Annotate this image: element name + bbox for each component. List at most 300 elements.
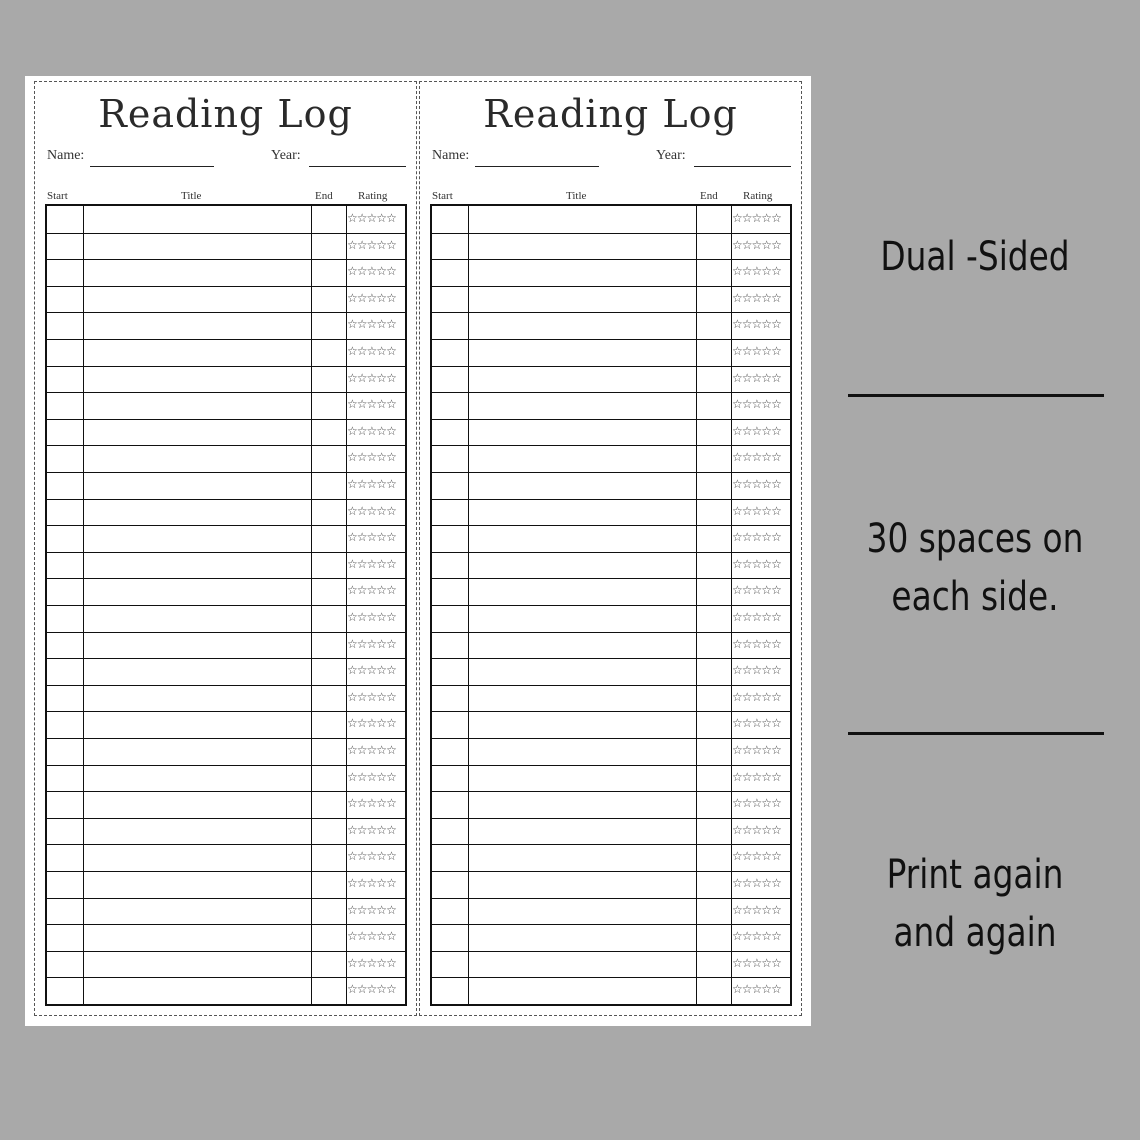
star-outline-icon[interactable]: ☆ [347,264,357,279]
star-outline-icon[interactable]: ☆ [347,982,357,997]
star-outline-icon[interactable]: ☆ [356,769,367,784]
star-outline-icon[interactable]: ☆ [366,955,377,970]
star-outline-icon[interactable]: ☆ [386,423,396,438]
star-outline-icon[interactable]: ☆ [366,982,377,997]
star-outline-icon[interactable]: ☆ [386,583,396,598]
star-outline-icon[interactable]: ☆ [386,663,396,678]
rating-stars[interactable] [732,684,792,710]
star-outline-icon[interactable]: ☆ [732,530,742,545]
star-outline-icon[interactable]: ☆ [771,636,781,651]
star-outline-icon[interactable]: ☆ [386,556,396,571]
star-outline-icon[interactable]: ☆ [356,955,367,970]
star-outline-icon[interactable]: ☆ [732,876,742,890]
star-outline-icon[interactable]: ☆ [347,743,357,757]
star-outline-icon[interactable]: ☆ [386,902,396,917]
star-outline-icon[interactable]: ☆ [366,503,377,518]
star-outline-icon[interactable]: ☆ [761,503,772,518]
star-outline-icon[interactable]: ☆ [771,716,781,731]
star-outline-icon[interactable]: ☆ [741,530,752,545]
rating-stars[interactable] [347,577,407,603]
star-outline-icon[interactable]: ☆ [347,610,357,624]
star-outline-icon[interactable]: ☆ [347,583,357,598]
star-outline-icon[interactable]: ☆ [751,477,762,491]
star-outline-icon[interactable]: ☆ [771,849,781,864]
star-outline-icon[interactable]: ☆ [376,796,387,811]
star-outline-icon[interactable]: ☆ [771,982,781,997]
rating-stars[interactable] [347,843,407,869]
star-outline-icon[interactable]: ☆ [376,503,387,518]
star-outline-icon[interactable]: ☆ [366,716,377,731]
star-outline-icon[interactable]: ☆ [376,955,387,970]
rating-stars[interactable] [732,232,792,258]
star-outline-icon[interactable]: ☆ [741,423,752,438]
star-outline-icon[interactable]: ☆ [771,769,781,784]
star-outline-icon[interactable]: ☆ [761,317,772,332]
star-outline-icon[interactable]: ☆ [741,450,752,465]
star-outline-icon[interactable]: ☆ [356,636,367,651]
star-outline-icon[interactable]: ☆ [732,663,742,678]
star-outline-icon[interactable]: ☆ [356,370,367,385]
star-outline-icon[interactable]: ☆ [732,397,742,412]
star-outline-icon[interactable]: ☆ [771,689,781,704]
star-outline-icon[interactable]: ☆ [771,610,781,624]
star-outline-icon[interactable]: ☆ [741,716,752,731]
star-outline-icon[interactable]: ☆ [356,477,367,491]
rating-stars[interactable] [347,338,407,364]
star-outline-icon[interactable]: ☆ [376,317,387,332]
star-outline-icon[interactable]: ☆ [761,796,772,811]
star-outline-icon[interactable]: ☆ [356,610,367,624]
rating-stars[interactable] [732,604,792,630]
star-outline-icon[interactable]: ☆ [356,929,367,944]
star-outline-icon[interactable]: ☆ [771,397,781,412]
star-outline-icon[interactable]: ☆ [741,796,752,811]
star-outline-icon[interactable]: ☆ [751,610,762,624]
star-outline-icon[interactable]: ☆ [761,370,772,385]
star-outline-icon[interactable]: ☆ [751,290,762,305]
star-outline-icon[interactable]: ☆ [761,344,772,358]
star-outline-icon[interactable]: ☆ [732,716,742,731]
star-outline-icon[interactable]: ☆ [761,955,772,970]
star-outline-icon[interactable]: ☆ [347,929,357,944]
rating-stars[interactable] [732,923,792,949]
rating-stars[interactable] [732,577,792,603]
star-outline-icon[interactable]: ☆ [386,955,396,970]
star-outline-icon[interactable]: ☆ [732,211,742,225]
star-outline-icon[interactable]: ☆ [386,317,396,332]
rating-stars[interactable] [732,976,792,1002]
star-outline-icon[interactable]: ☆ [347,849,357,864]
star-outline-icon[interactable]: ☆ [741,636,752,651]
star-outline-icon[interactable]: ☆ [732,743,742,757]
star-outline-icon[interactable]: ☆ [386,689,396,704]
star-outline-icon[interactable]: ☆ [356,450,367,465]
star-outline-icon[interactable]: ☆ [751,822,762,837]
rating-stars[interactable] [347,418,407,444]
star-outline-icon[interactable]: ☆ [376,876,387,890]
star-outline-icon[interactable]: ☆ [366,290,377,305]
star-outline-icon[interactable]: ☆ [771,450,781,465]
star-outline-icon[interactable]: ☆ [347,370,357,385]
star-outline-icon[interactable]: ☆ [386,237,396,252]
star-outline-icon[interactable]: ☆ [741,902,752,917]
star-outline-icon[interactable]: ☆ [386,477,396,491]
rating-stars[interactable] [347,285,407,311]
star-outline-icon[interactable]: ☆ [356,583,367,598]
star-outline-icon[interactable]: ☆ [347,317,357,332]
star-outline-icon[interactable]: ☆ [751,450,762,465]
star-outline-icon[interactable]: ☆ [741,397,752,412]
star-outline-icon[interactable]: ☆ [732,583,742,598]
star-outline-icon[interactable]: ☆ [366,796,377,811]
rating-stars[interactable] [347,631,407,657]
star-outline-icon[interactable]: ☆ [366,477,377,491]
star-outline-icon[interactable]: ☆ [376,556,387,571]
star-outline-icon[interactable]: ☆ [366,423,377,438]
star-outline-icon[interactable]: ☆ [751,317,762,332]
star-outline-icon[interactable]: ☆ [751,982,762,997]
star-outline-icon[interactable]: ☆ [347,796,357,811]
star-outline-icon[interactable]: ☆ [751,556,762,571]
star-outline-icon[interactable]: ☆ [356,689,367,704]
star-outline-icon[interactable]: ☆ [732,689,742,704]
star-outline-icon[interactable]: ☆ [347,955,357,970]
star-outline-icon[interactable]: ☆ [732,237,742,252]
star-outline-icon[interactable]: ☆ [366,397,377,412]
rating-stars[interactable] [347,258,407,284]
star-outline-icon[interactable]: ☆ [356,556,367,571]
star-outline-icon[interactable]: ☆ [761,689,772,704]
star-outline-icon[interactable]: ☆ [771,556,781,571]
rating-stars[interactable] [732,524,792,550]
rating-stars[interactable] [732,471,792,497]
star-outline-icon[interactable]: ☆ [732,822,742,837]
rating-stars[interactable] [732,365,792,391]
star-outline-icon[interactable]: ☆ [771,370,781,385]
star-outline-icon[interactable]: ☆ [771,876,781,890]
star-outline-icon[interactable]: ☆ [366,450,377,465]
rating-stars[interactable] [732,843,792,869]
star-outline-icon[interactable]: ☆ [732,636,742,651]
star-outline-icon[interactable]: ☆ [366,264,377,279]
star-outline-icon[interactable]: ☆ [771,237,781,252]
star-outline-icon[interactable]: ☆ [376,929,387,944]
star-outline-icon[interactable]: ☆ [741,556,752,571]
star-outline-icon[interactable]: ☆ [761,530,772,545]
star-outline-icon[interactable]: ☆ [761,237,772,252]
star-outline-icon[interactable]: ☆ [732,556,742,571]
star-outline-icon[interactable]: ☆ [366,610,377,624]
star-outline-icon[interactable]: ☆ [376,530,387,545]
star-outline-icon[interactable]: ☆ [732,317,742,332]
star-outline-icon[interactable]: ☆ [347,822,357,837]
star-outline-icon[interactable]: ☆ [376,477,387,491]
star-outline-icon[interactable]: ☆ [751,423,762,438]
star-outline-icon[interactable]: ☆ [771,423,781,438]
rating-stars[interactable] [732,790,792,816]
star-outline-icon[interactable]: ☆ [741,663,752,678]
star-outline-icon[interactable]: ☆ [366,689,377,704]
star-outline-icon[interactable]: ☆ [751,397,762,412]
star-outline-icon[interactable]: ☆ [347,423,357,438]
star-outline-icon[interactable]: ☆ [761,290,772,305]
star-outline-icon[interactable]: ☆ [356,982,367,997]
star-outline-icon[interactable]: ☆ [356,663,367,678]
star-outline-icon[interactable]: ☆ [751,264,762,279]
star-outline-icon[interactable]: ☆ [751,955,762,970]
star-outline-icon[interactable]: ☆ [366,769,377,784]
rating-stars[interactable] [347,764,407,790]
star-outline-icon[interactable]: ☆ [751,849,762,864]
rating-stars[interactable] [732,710,792,736]
star-outline-icon[interactable]: ☆ [347,556,357,571]
star-outline-icon[interactable]: ☆ [366,583,377,598]
star-outline-icon[interactable]: ☆ [366,530,377,545]
star-outline-icon[interactable]: ☆ [741,370,752,385]
star-outline-icon[interactable]: ☆ [356,530,367,545]
rating-stars[interactable] [732,285,792,311]
star-outline-icon[interactable]: ☆ [741,237,752,252]
star-outline-icon[interactable]: ☆ [386,982,396,997]
star-outline-icon[interactable]: ☆ [741,982,752,997]
star-outline-icon[interactable]: ☆ [761,556,772,571]
star-outline-icon[interactable]: ☆ [356,876,367,890]
star-outline-icon[interactable]: ☆ [732,929,742,944]
rating-stars[interactable] [732,418,792,444]
star-outline-icon[interactable]: ☆ [771,822,781,837]
star-outline-icon[interactable]: ☆ [376,902,387,917]
star-outline-icon[interactable]: ☆ [376,716,387,731]
star-outline-icon[interactable]: ☆ [347,397,357,412]
star-outline-icon[interactable]: ☆ [347,477,357,491]
star-outline-icon[interactable]: ☆ [376,636,387,651]
star-outline-icon[interactable]: ☆ [386,769,396,784]
star-outline-icon[interactable]: ☆ [741,317,752,332]
star-outline-icon[interactable]: ☆ [356,317,367,332]
star-outline-icon[interactable]: ☆ [751,530,762,545]
star-outline-icon[interactable]: ☆ [386,344,396,358]
star-outline-icon[interactable]: ☆ [356,902,367,917]
star-outline-icon[interactable]: ☆ [761,477,772,491]
star-outline-icon[interactable]: ☆ [761,743,772,757]
star-outline-icon[interactable]: ☆ [761,876,772,890]
star-outline-icon[interactable]: ☆ [751,237,762,252]
star-outline-icon[interactable]: ☆ [366,929,377,944]
star-outline-icon[interactable]: ☆ [751,663,762,678]
rating-stars[interactable] [347,471,407,497]
star-outline-icon[interactable]: ☆ [376,450,387,465]
rating-stars[interactable] [732,311,792,337]
star-outline-icon[interactable]: ☆ [356,264,367,279]
star-outline-icon[interactable]: ☆ [386,636,396,651]
rating-stars[interactable] [347,737,407,763]
star-outline-icon[interactable]: ☆ [347,344,357,358]
star-outline-icon[interactable]: ☆ [386,743,396,757]
star-outline-icon[interactable]: ☆ [751,743,762,757]
star-outline-icon[interactable]: ☆ [376,583,387,598]
star-outline-icon[interactable]: ☆ [761,982,772,997]
rating-stars[interactable] [347,498,407,524]
star-outline-icon[interactable]: ☆ [732,450,742,465]
rating-stars[interactable] [732,631,792,657]
star-outline-icon[interactable]: ☆ [771,902,781,917]
star-outline-icon[interactable]: ☆ [741,211,752,225]
rating-stars[interactable] [347,205,407,231]
star-outline-icon[interactable]: ☆ [761,929,772,944]
star-outline-icon[interactable]: ☆ [366,876,377,890]
star-outline-icon[interactable]: ☆ [366,344,377,358]
star-outline-icon[interactable]: ☆ [771,929,781,944]
rating-stars[interactable] [732,498,792,524]
star-outline-icon[interactable]: ☆ [732,849,742,864]
star-outline-icon[interactable]: ☆ [732,982,742,997]
star-outline-icon[interactable]: ☆ [741,769,752,784]
rating-stars[interactable] [732,258,792,284]
star-outline-icon[interactable]: ☆ [741,955,752,970]
star-outline-icon[interactable]: ☆ [356,344,367,358]
star-outline-icon[interactable]: ☆ [366,636,377,651]
rating-stars[interactable] [347,604,407,630]
star-outline-icon[interactable]: ☆ [347,450,357,465]
star-outline-icon[interactable]: ☆ [386,211,396,225]
star-outline-icon[interactable]: ☆ [386,796,396,811]
star-outline-icon[interactable]: ☆ [347,902,357,917]
star-outline-icon[interactable]: ☆ [751,902,762,917]
star-outline-icon[interactable]: ☆ [761,583,772,598]
star-outline-icon[interactable]: ☆ [386,530,396,545]
star-outline-icon[interactable]: ☆ [376,290,387,305]
star-outline-icon[interactable]: ☆ [771,317,781,332]
rating-stars[interactable] [347,657,407,683]
star-outline-icon[interactable]: ☆ [386,503,396,518]
star-outline-icon[interactable]: ☆ [732,344,742,358]
star-outline-icon[interactable]: ☆ [741,503,752,518]
star-outline-icon[interactable]: ☆ [376,849,387,864]
star-outline-icon[interactable]: ☆ [347,769,357,784]
star-outline-icon[interactable]: ☆ [741,610,752,624]
rating-stars[interactable] [347,817,407,843]
star-outline-icon[interactable]: ☆ [751,716,762,731]
star-outline-icon[interactable]: ☆ [356,716,367,731]
star-outline-icon[interactable]: ☆ [761,902,772,917]
star-outline-icon[interactable]: ☆ [732,769,742,784]
star-outline-icon[interactable]: ☆ [347,211,357,225]
star-outline-icon[interactable]: ☆ [356,211,367,225]
star-outline-icon[interactable]: ☆ [386,450,396,465]
star-outline-icon[interactable]: ☆ [761,822,772,837]
star-outline-icon[interactable]: ☆ [347,663,357,678]
star-outline-icon[interactable]: ☆ [751,370,762,385]
star-outline-icon[interactable]: ☆ [761,264,772,279]
star-outline-icon[interactable]: ☆ [761,211,772,225]
star-outline-icon[interactable]: ☆ [771,796,781,811]
star-outline-icon[interactable]: ☆ [386,849,396,864]
star-outline-icon[interactable]: ☆ [751,636,762,651]
star-outline-icon[interactable]: ☆ [741,264,752,279]
star-outline-icon[interactable]: ☆ [761,610,772,624]
rating-stars[interactable] [732,737,792,763]
rating-stars[interactable] [347,391,407,417]
star-outline-icon[interactable]: ☆ [732,503,742,518]
star-outline-icon[interactable]: ☆ [347,290,357,305]
rating-stars[interactable] [732,205,792,231]
star-outline-icon[interactable]: ☆ [347,689,357,704]
rating-stars[interactable] [347,684,407,710]
star-outline-icon[interactable]: ☆ [366,317,377,332]
rating-stars[interactable] [732,897,792,923]
star-outline-icon[interactable]: ☆ [376,211,387,225]
star-outline-icon[interactable]: ☆ [741,290,752,305]
star-outline-icon[interactable]: ☆ [356,290,367,305]
star-outline-icon[interactable]: ☆ [771,583,781,598]
star-outline-icon[interactable]: ☆ [347,876,357,890]
star-outline-icon[interactable]: ☆ [741,929,752,944]
star-outline-icon[interactable]: ☆ [751,211,762,225]
star-outline-icon[interactable]: ☆ [741,583,752,598]
rating-stars[interactable] [732,551,792,577]
rating-stars[interactable] [732,338,792,364]
star-outline-icon[interactable]: ☆ [771,663,781,678]
star-outline-icon[interactable]: ☆ [386,610,396,624]
star-outline-icon[interactable]: ☆ [366,822,377,837]
star-outline-icon[interactable]: ☆ [751,876,762,890]
star-outline-icon[interactable]: ☆ [771,264,781,279]
star-outline-icon[interactable]: ☆ [732,796,742,811]
star-outline-icon[interactable]: ☆ [771,530,781,545]
star-outline-icon[interactable]: ☆ [761,716,772,731]
star-outline-icon[interactable]: ☆ [356,743,367,757]
star-outline-icon[interactable]: ☆ [376,423,387,438]
star-outline-icon[interactable]: ☆ [771,344,781,358]
star-outline-icon[interactable]: ☆ [376,237,387,252]
rating-stars[interactable] [732,657,792,683]
star-outline-icon[interactable]: ☆ [751,796,762,811]
star-outline-icon[interactable]: ☆ [386,264,396,279]
star-outline-icon[interactable]: ☆ [347,636,357,651]
rating-stars[interactable] [732,444,792,470]
rating-stars[interactable] [732,870,792,896]
star-outline-icon[interactable]: ☆ [356,423,367,438]
star-outline-icon[interactable]: ☆ [376,264,387,279]
star-outline-icon[interactable]: ☆ [771,477,781,491]
star-outline-icon[interactable]: ☆ [751,503,762,518]
star-outline-icon[interactable]: ☆ [386,397,396,412]
star-outline-icon[interactable]: ☆ [356,503,367,518]
star-outline-icon[interactable]: ☆ [347,530,357,545]
rating-stars[interactable] [732,391,792,417]
star-outline-icon[interactable]: ☆ [761,849,772,864]
star-outline-icon[interactable]: ☆ [761,450,772,465]
star-outline-icon[interactable]: ☆ [732,423,742,438]
rating-stars[interactable] [347,870,407,896]
star-outline-icon[interactable]: ☆ [732,610,742,624]
star-outline-icon[interactable]: ☆ [386,822,396,837]
star-outline-icon[interactable]: ☆ [741,822,752,837]
rating-stars[interactable] [347,790,407,816]
star-outline-icon[interactable]: ☆ [376,663,387,678]
star-outline-icon[interactable]: ☆ [376,344,387,358]
star-outline-icon[interactable]: ☆ [386,876,396,890]
star-outline-icon[interactable]: ☆ [761,636,772,651]
star-outline-icon[interactable]: ☆ [761,423,772,438]
star-outline-icon[interactable]: ☆ [771,503,781,518]
rating-stars[interactable] [347,551,407,577]
star-outline-icon[interactable]: ☆ [356,822,367,837]
rating-stars[interactable] [347,524,407,550]
star-outline-icon[interactable]: ☆ [366,663,377,678]
star-outline-icon[interactable]: ☆ [347,237,357,252]
star-outline-icon[interactable]: ☆ [751,583,762,598]
